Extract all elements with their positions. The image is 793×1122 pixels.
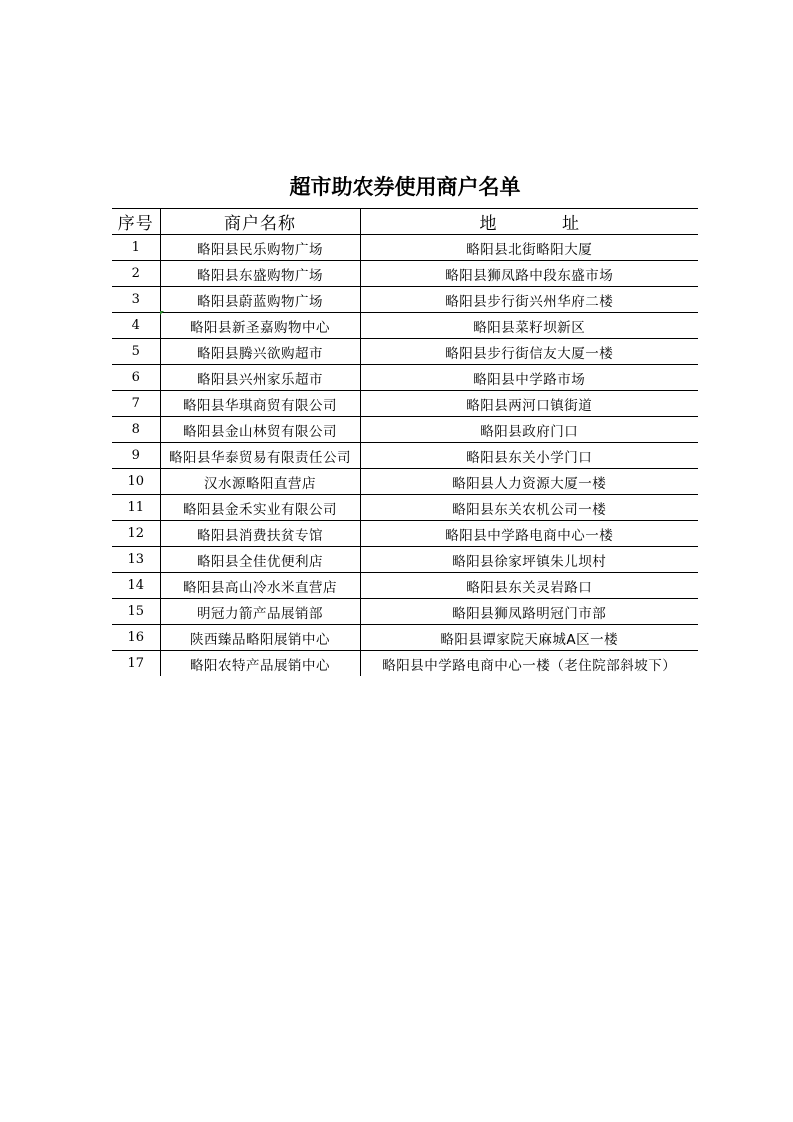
cell-merchant-name: 略阳县华琪商贸有限公司 (160, 391, 360, 417)
cell-merchant-name: 陕西臻品略阳展销中心 (160, 625, 360, 651)
cell-merchant-name: 略阳县高山冷水米直营店 (160, 573, 360, 599)
cell-merchant-name: 略阳县兴州家乐超市 (160, 365, 360, 391)
cell-address: 略阳县两河口镇街道 (360, 391, 698, 417)
document-title: 超市助农券使用商户名单 (289, 174, 521, 199)
cell-address: 略阳县政府门口 (360, 417, 698, 443)
cell-merchant-name: 略阳县蔚蓝购物广场 (160, 287, 360, 313)
cell-serial-number: 1 (112, 235, 160, 261)
cell-serial-number: 7 (112, 391, 160, 417)
table-row (112, 651, 698, 677)
cell-address: 略阳县中学路电商中心一楼 (360, 521, 698, 547)
cell-serial-number: 15 (112, 599, 160, 625)
cell-serial-number: 11 (112, 495, 160, 521)
cell-address: 略阳县东关农机公司一楼 (360, 495, 698, 521)
cell-serial-number: 10 (112, 469, 160, 495)
cell-merchant-name: 略阳县华泰贸易有限责任公司 (160, 443, 360, 469)
cell-merchant-name: 汉水源略阳直营店 (160, 469, 360, 495)
table-row (112, 443, 698, 469)
cell-merchant-name: 略阳县腾兴欲购超市 (160, 339, 360, 365)
cell-merchant-name: 略阳县全佳优便利店 (160, 547, 360, 573)
cell-merchant-name: 略阳农特产品展销中心 (160, 651, 360, 677)
cell-address: 略阳县狮凤路中段东盛市场 (360, 261, 698, 287)
cell-address: 略阳县菜籽坝新区 (360, 313, 698, 339)
cell-address: 略阳县徐家坪镇朱儿坝村 (360, 547, 698, 573)
cell-serial-number: 14 (112, 573, 160, 599)
cell-comment-marker (160, 311, 164, 315)
table-row (112, 495, 698, 521)
cell-address: 略阳县步行街信友大厦一楼 (360, 339, 698, 365)
table-row (112, 417, 698, 443)
table-row (112, 625, 698, 651)
cell-merchant-name: 略阳县消费扶贫专馆 (160, 521, 360, 547)
cell-merchant-name: 明冠力箭产品展销部 (160, 599, 360, 625)
cell-serial-number: 3 (112, 287, 160, 313)
cell-serial-number: 2 (112, 261, 160, 287)
table-row (112, 521, 698, 547)
cell-address: 略阳县狮凤路明冠门市部 (360, 599, 698, 625)
cell-serial-number: 17 (112, 651, 160, 677)
table-row (112, 469, 698, 495)
cell-address: 略阳县东关灵岩路口 (360, 573, 698, 599)
table-body (112, 235, 698, 677)
cell-serial-number: 5 (112, 339, 160, 365)
table-row (112, 261, 698, 287)
cell-serial-number: 13 (112, 547, 160, 573)
table-row (112, 573, 698, 599)
table-row (112, 391, 698, 417)
cell-merchant-name: 略阳县金山林贸有限公司 (160, 417, 360, 443)
table-row (112, 235, 698, 261)
cell-address: 略阳县东关小学门口 (360, 443, 698, 469)
cell-serial-number: 12 (112, 521, 160, 547)
cell-address: 略阳县人力资源大厦一楼 (360, 469, 698, 495)
header-serial-number: 序号 (112, 209, 160, 235)
cell-serial-number: 9 (112, 443, 160, 469)
cell-address: 略阳县中学路市场 (360, 365, 698, 391)
cell-serial-number: 8 (112, 417, 160, 443)
table-row (112, 339, 698, 365)
cell-merchant-name: 略阳县金禾实业有限公司 (160, 495, 360, 521)
merchant-table (112, 208, 698, 676)
cell-merchant-name: 略阳县东盛购物广场 (160, 261, 360, 287)
cell-serial-number: 16 (112, 625, 160, 651)
table-row (112, 547, 698, 573)
header-address: 地 址 (360, 209, 698, 235)
table-row (112, 599, 698, 625)
table-row (112, 313, 698, 339)
table-row (112, 365, 698, 391)
cell-merchant-name: 略阳县民乐购物广场 (160, 235, 360, 261)
header-merchant-name: 商户名称 (160, 209, 360, 235)
cell-address: 略阳县北街略阳大厦 (360, 235, 698, 261)
cell-address: 略阳县中学路电商中心一楼（老住院部斜坡下） (382, 657, 677, 674)
cell-serial-number: 6 (112, 365, 160, 391)
cell-serial-number: 4 (112, 313, 160, 339)
table-row (112, 287, 698, 313)
cell-merchant-name: 略阳县新圣嘉购物中心 (160, 313, 360, 339)
cell-address: 略阳县谭家院天麻城A区一楼 (360, 625, 698, 651)
table-header-row (112, 209, 698, 235)
cell-address: 略阳县步行街兴州华府二楼 (360, 287, 698, 313)
